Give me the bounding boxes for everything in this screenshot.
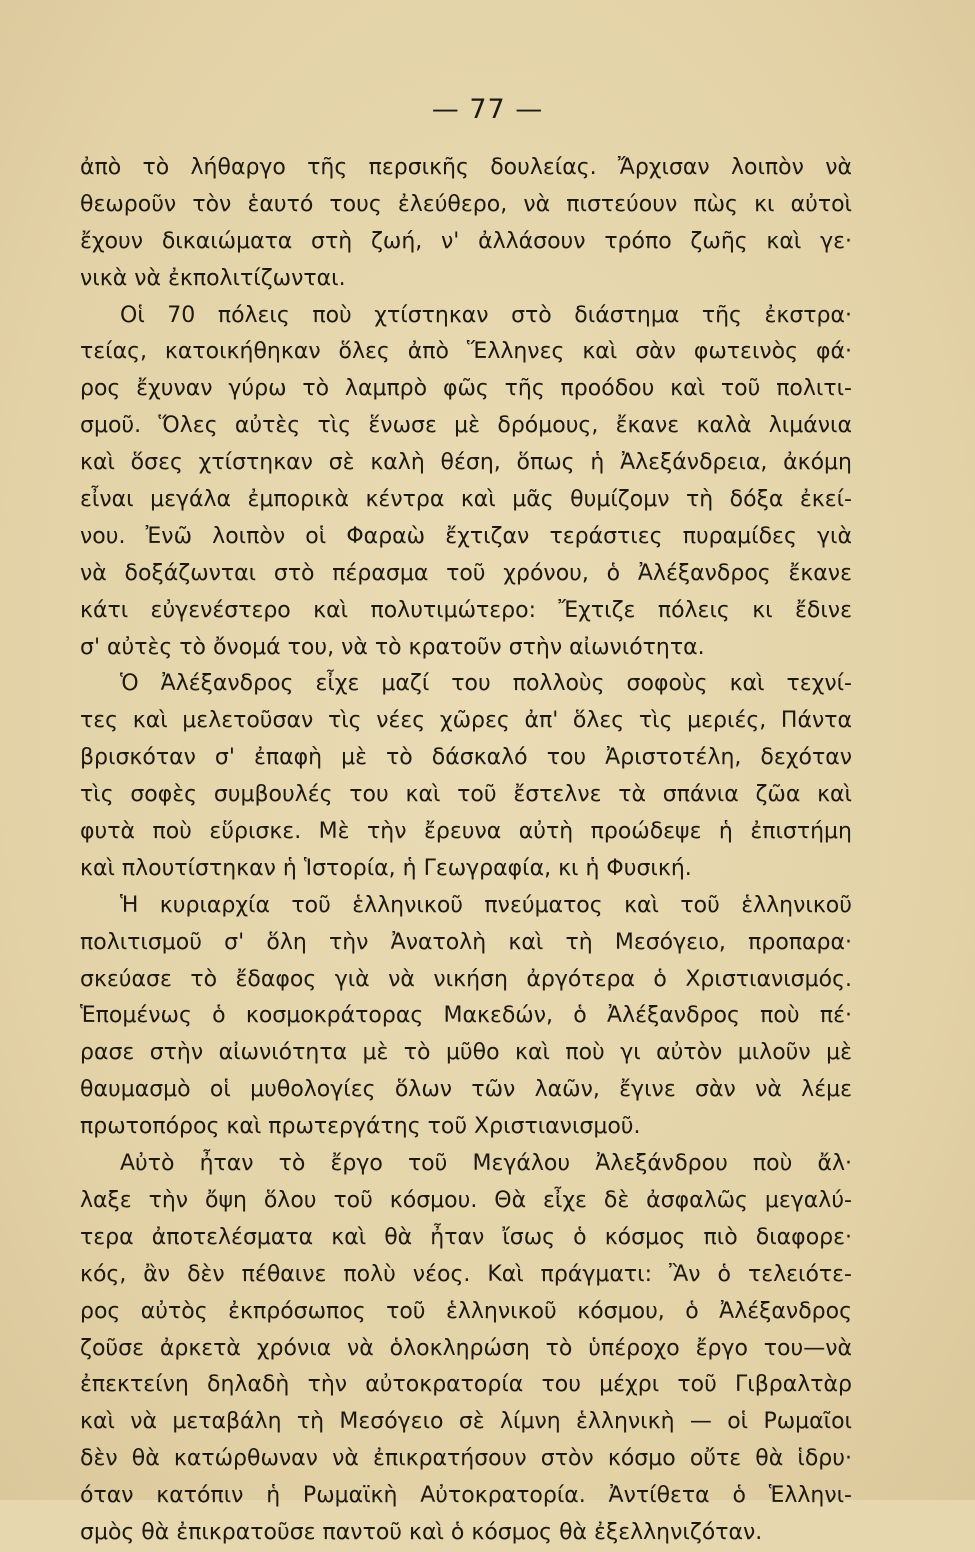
text-line: νικὰ νὰ ἐκπολιτίζωνται. [80, 265, 346, 291]
text-line: τείας, κατοικήθηκαν ὅλες ἀπὸ Ἕλληνες καὶ σὰν φωτεινὸς φά· [80, 339, 852, 365]
text-line: κός, ἂν δὲν πέθαινε πολὺ νέος. Καὶ πράγματι: Ἂν ὁ τελειότε- [80, 1261, 852, 1287]
text-line: κάτι εὐγενέστερο καὶ πολυτιμώτερο: Ἔχτιζε πόλεις κι ἔδινε [80, 597, 852, 623]
text-line: ἀπὸ τὸ λήθαργο τῆς περσικῆς δουλείας. Ἄρχισαν λοιπὸν νὰ [80, 155, 852, 180]
text-line: σκεύασε τὸ ἔδαφος γιὰ νὰ νικήση ἀργότερα ὁ Χριστιανισμός. [80, 966, 852, 992]
text-line: ἐπεκτείνη δηλαδὴ τὴν αὐτοκρατορία του μέχρι τοῦ Γιβραλτὰρ [80, 1372, 852, 1398]
text-line: καὶ ὅσες χτίστηκαν σὲ καλὴ θέση, ὅπως ἡ Ἀλεξάνδρεια, ἀκόμη [80, 450, 852, 476]
text-line: ρος αὐτὸς ἐκπρόσωπος τοῦ ἑλληνικοῦ κόσμου, ὁ Ἀλέξανδρος [80, 1298, 852, 1324]
text-line: Οἱ 70 πόλεις ποὺ χτίστηκαν στὸ διάστημα τῆς ἐκστρα· [120, 302, 852, 328]
text-line: Ἡ κυριαρχία τοῦ ἑλληνικοῦ πνεύματος καὶ τοῦ ἑλληνικοῦ [120, 892, 852, 918]
body-text [80, 150, 852, 1552]
text-line: νὰ δοξάζωνται στὸ πέρασμα τοῦ χρόνου, ὁ Ἀλέξανδρος ἔκανε [80, 560, 852, 586]
text-line: ρασε στὴν αἰωνιότητα μὲ τὸ μῦθο καὶ ποὺ γι αὐτὸν μιλοῦν μὲ [80, 1040, 852, 1066]
text-line: όταν κατόπιν ἡ Ρωμαϊκὴ Αὐτοκρατορία. Ἀντίθετα ὁ Ἑλληνι- [80, 1483, 852, 1509]
text-line: σμοῦ. Ὅλες αὐτὲς τὶς ἕνωσε μὲ δρόμους, ἔκανε καλὰ λιμάνια [80, 413, 852, 439]
text-line: θαυμασμὸ οἱ μυθολογίες ὅλων τῶν λαῶν, ἔγινε σὰν νὰ λέμε [80, 1077, 852, 1103]
text-line: Αὐτὸ ἦταν τὸ ἔργο τοῦ Μεγάλου Ἀλεξάνδρου ποὺ ἄλ· [120, 1151, 852, 1177]
text-line: ἔχουν δικαιώματα στὴ ζωή, ν' ἀλλάσουν τρόπο ζωῆς καὶ γε· [80, 228, 852, 254]
text-line: Ἑπομένως ὁ κοσμοκράτορας Μακεδών, ὁ Ἀλέξανδρος ποὺ πέ· [80, 1003, 852, 1029]
text-line: καὶ πλουτίστηκαν ἡ Ἱστορία, ἡ Γεωγραφία, κι ἡ Φυσική. [80, 855, 692, 881]
text-line: τὶς σοφὲς συμβουλές του καὶ τοῦ ἔστελνε τὰ σπάνια ζῶα καὶ [80, 782, 852, 808]
text-line: φυτὰ ποὺ εὕρισκε. Μὲ τὴν ἔρευνα αὐτὴ προώδεψε ἡ ἐπιστήμη [80, 819, 852, 845]
page-number: — 77 — [431, 94, 544, 125]
text-line: ζοῦσε ἀρκετὰ χρόνια νὰ ὁλοκληρώση τὸ ὑπέροχο ἔργο του—νὰ [80, 1335, 852, 1361]
text-line: σ' αὐτὲς τὸ ὄνομά του, νὰ τὸ κρατοῦν στὴν αἰωνιότητα. [80, 634, 705, 660]
text-line: πολιτισμοῦ σ' ὅλη τὴν Ἀνατολὴ καὶ τὴ Μεσόγειο, προπαρα· [80, 929, 852, 955]
text-line: σμὸς θὰ ἐπικρατοῦσε παντοῦ καὶ ὁ κόσμος θὰ ἐξελληνιζόταν. [80, 1519, 763, 1545]
text-line: καὶ νὰ μεταβάλη τὴ Μεσόγειο σὲ λίμνη ἑλληνικὴ — οἱ Ρωμαῖοι [80, 1409, 852, 1435]
text-line: λαξε τὴν ὄψη ὅλου τοῦ κόσμου. Θὰ εἶχε δὲ ἀσφαλῶς μεγαλύ- [80, 1187, 852, 1213]
text-line: Ὁ Ἀλέξανδρος εἶχε μαζί του πολλοὺς σοφοὺς καὶ τεχνί- [120, 671, 852, 697]
text-line: τες καὶ μελετοῦσαν τὶς νέες χῶρες ἀπ' ὅλες τὶς μεριές, Πάντα [80, 708, 852, 734]
text-line: ρος ἔχυναν γύρω τὸ λαμπρὸ φῶς τῆς προόδου καὶ τοῦ πολιτι- [80, 376, 852, 402]
text-line: νου. Ἐνῶ λοιπὸν οἱ Φαραὼ ἔχτιζαν τεράστιες πυραμίδες γιὰ [80, 523, 852, 549]
text-line: θεωροῦν τὸν ἑαυτό τους ἐλεύθερο, νὰ πιστεύουν πὼς κι αὐτοὶ [80, 191, 852, 217]
text-line: εἶναι μεγάλα ἐμπορικὰ κέντρα καὶ μᾶς θυμίζομν τὴ δόξα ἐκεί- [80, 487, 852, 513]
text-line: βρισκόταν σ' ἐπαφὴ μὲ τὸ δάσκαλό του Ἀριστοτέλη, δεχόταν [80, 745, 852, 771]
text-line: τερα ἀποτελέσματα καὶ θὰ ἦταν ἴσως ὁ κόσμος πιὸ διαφορε· [80, 1224, 852, 1250]
text-line: πρωτοπόρος καὶ πρωτεργάτης τοῦ Χριστιανισμοῦ. [80, 1114, 641, 1140]
text-line: δὲν θὰ κατώρθωναν νὰ ἐπικρατήσουν στὸν κόσμο οὔτε θὰ ἱδρυ· [80, 1446, 852, 1472]
